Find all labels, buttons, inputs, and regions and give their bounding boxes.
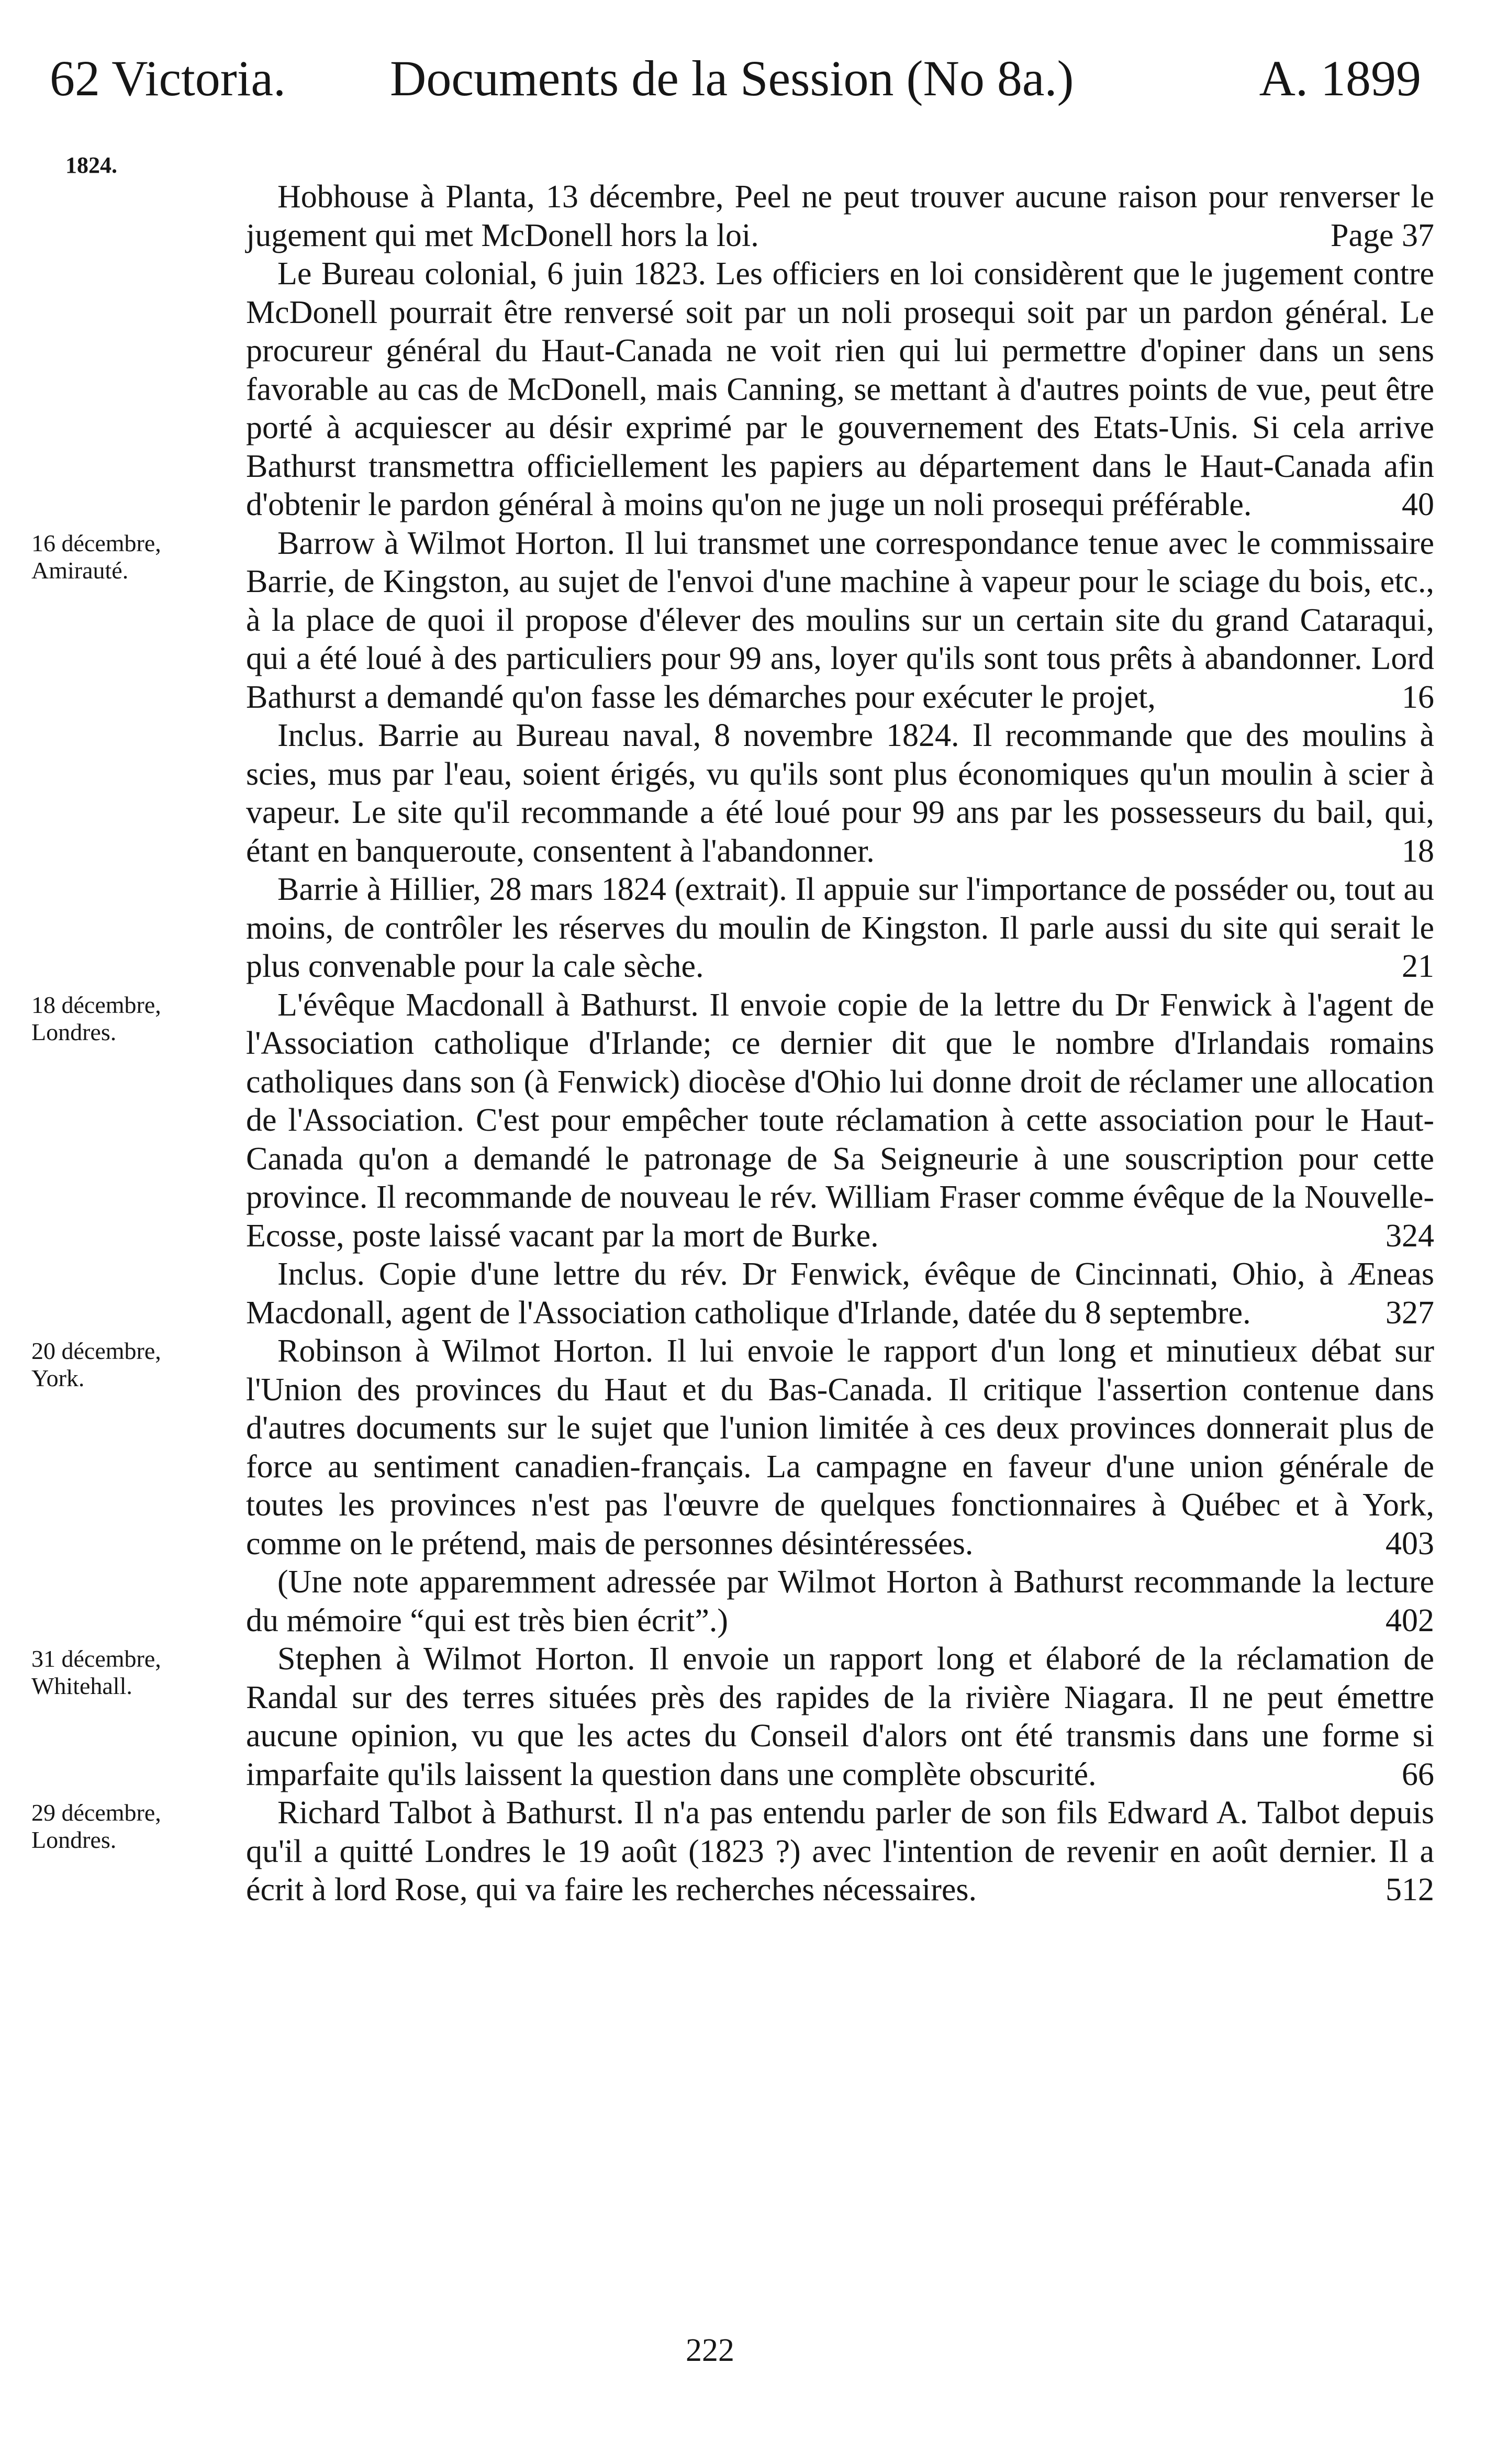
entry-date: 29 décembre, bbox=[31, 1799, 161, 1826]
page-number: 222 bbox=[686, 2333, 734, 2368]
header-year: A. 1899 bbox=[1259, 50, 1421, 106]
paragraph-text: Richard Talbot à Bathurst. Il n'a pas entendu parler de son fils Edward A. Talbot depuis qu'il a quitté Londres le 19 août (1823 ?) avec l'intention de revenir en août dernier. Il a écrit à lord Rose, qui va faire les recherches nécessaires. bbox=[246, 1795, 1434, 1908]
entry-margin-date bbox=[31, 991, 230, 1046]
page-reference: Page 37 bbox=[1330, 217, 1434, 253]
entry-margin-date bbox=[31, 1645, 230, 1700]
paragraph-text: Robinson à Wilmot Horton. Il lui envoie le rapport d'un long et minutieux débat sur l'Union des provinces du Haut et du Bas-Canada. Il critique l'assertion contenue dans d'autres documents sur le sujet que l'union limitée à ces deux provinces donnerait plus de force au sentiment canadien-français. La campagne en faveur d'une union générale de toutes les provinces n'est pas l'œuvre de quelques fonctionnaires à Québec et à York, comme on le prétend, mais de personnes désintéressées. bbox=[246, 1333, 1434, 1562]
paragraph-text: (Une note apparemment adressée par Wilmot Horton à Bathurst recommande la lecture du mémoire “qui est très bien écrit”.) bbox=[246, 1564, 1434, 1638]
calendar-entry bbox=[31, 1640, 1434, 1794]
entry-paragraph bbox=[246, 1794, 1434, 1910]
calendar-entry bbox=[31, 1794, 1434, 1910]
entry-date: 31 décembre, bbox=[31, 1645, 161, 1672]
entry-text bbox=[246, 525, 1434, 986]
entry-text bbox=[246, 178, 1434, 525]
paragraph-text: Le Bureau colonial, 6 juin 1823. Les officiers en loi considèrent que le jugement contre McDonell pourrait être renversé soit par un noli prosequi soit par un pardon général. Le procureur général du Haut-Canada ne voit rien qui lui permettre d'opiner dans un sens favorable au cas de McDonell, mais Canning, se mettant à d'autres points de vue, peut être porté à acquiescer au désir exprimé par le gouvernement des Etats-Unis. Si cela arrive Bathurst transmettra officiellement les papiers au département dans le Haut-Canada afin d'obtenir le pardon général à moins qu'on ne juge un noli prosequi préférable. bbox=[246, 256, 1434, 522]
page-reference: 21 bbox=[1402, 949, 1434, 984]
calendar-entry bbox=[31, 986, 1434, 1333]
entry-place: York. bbox=[31, 1365, 85, 1391]
entry-paragraph bbox=[246, 255, 1434, 525]
entry-paragraph bbox=[246, 1255, 1434, 1332]
entry-place: Amirauté. bbox=[31, 556, 129, 584]
page-reference: 402 bbox=[1386, 1602, 1434, 1638]
page-reference: 324 bbox=[1386, 1218, 1434, 1254]
entry-date: 20 décembre, bbox=[31, 1337, 161, 1364]
calendar-entry bbox=[31, 525, 1434, 986]
paragraph-text: Inclus. Copie d'une lettre du rév. Dr Fenwick, évêque de Cincinnati, Ohio, à Æneas Macdonall, agent de l'Association catholique d'Irlande, datée du 8 septembre. bbox=[246, 1256, 1434, 1331]
entry-place: Londres. bbox=[31, 1826, 117, 1853]
running-header bbox=[50, 42, 1421, 115]
paragraph-text: Barrie à Hillier, 28 mars 1824 (extrait). Il appuie sur l'importance de posséder ou, tout au moins, de contrôler les réserves du moulin de Kingston. Il parle aussi du site qui serait le plus convenable pour la cale sèche. bbox=[246, 872, 1434, 984]
page-reference: 16 bbox=[1402, 679, 1434, 715]
paragraph-text: Inclus. Barrie au Bureau naval, 8 novembre 1824. Il recommande que des moulins à scies, mus par l'eau, soient érigés, vu qu'ils sont plus économiques qu'un moulin à scier à vapeur. Le site qu'il recommande a été loué pour 99 ans par les possesseurs du bail, qui, étant en banqueroute, consentent à l'abandonner. bbox=[246, 718, 1434, 869]
entry-text bbox=[246, 1332, 1434, 1640]
entry-text bbox=[246, 1640, 1434, 1794]
entry-date: 16 décembre, bbox=[31, 529, 161, 556]
page-reference: 40 bbox=[1402, 487, 1434, 522]
entry-text bbox=[246, 986, 1434, 1333]
entry-paragraph bbox=[246, 986, 1434, 1256]
header-regnal-year: 62 Victoria. bbox=[50, 50, 286, 106]
page-reference: 512 bbox=[1386, 1872, 1434, 1908]
calendar-body bbox=[31, 141, 1434, 1910]
calendar-entry bbox=[31, 141, 1434, 525]
entry-margin-date bbox=[31, 1337, 230, 1392]
entry-place: Londres. bbox=[31, 1018, 117, 1045]
entry-paragraph bbox=[246, 717, 1434, 871]
entry-paragraph bbox=[246, 1563, 1434, 1640]
paragraph-text: Hobhouse à Planta, 13 décembre, Peel ne peut trouver aucune raison pour renverser le jugement qui met McDonell hors la loi. bbox=[246, 179, 1434, 253]
paragraph-text: Barrow à Wilmot Horton. Il lui transmet une correspondance tenue avec le commissaire Barrie, de Kingston, au sujet de l'envoi d'une machine à vapeur pour le sciage du bois, etc., à la place de quoi il propose d'élever des moulins sur un certain site du grand Cataraqui, qui a été loué à des particuliers pour 99 ans, loyer qu'ils sont tous prêts à abandonner. Lord Bathurst a demandé qu'on fasse les démarches pour exécuter le projet, bbox=[246, 525, 1434, 715]
header-title: Documents de la Session (No 8a.) bbox=[390, 50, 1074, 106]
calendar-entry bbox=[31, 1332, 1434, 1640]
entries-list bbox=[31, 141, 1434, 1910]
margin-year: 1824. bbox=[65, 152, 117, 178]
page-reference: 327 bbox=[1386, 1295, 1434, 1331]
entry-paragraph bbox=[246, 1640, 1434, 1794]
entry-date: 18 décembre, bbox=[31, 991, 161, 1018]
entry-paragraph bbox=[246, 871, 1434, 986]
entry-text bbox=[246, 1794, 1434, 1910]
entry-paragraph bbox=[246, 178, 1434, 255]
paragraph-text: Stephen à Wilmot Horton. Il envoie un rapport long et élaboré de la réclamation de Randal sur des terres situées près des rapides de la rivière Niagara. Il ne peut émettre aucune opinion, vu que les actes du Conseil d'alors ont été transmis dans une forme si imparfaite qu'ils laissent la question dans une complète obscurité. bbox=[246, 1641, 1434, 1792]
entry-paragraph bbox=[246, 525, 1434, 717]
entry-place: Whitehall. bbox=[31, 1673, 132, 1699]
paragraph-text: L'évêque Macdonall à Bathurst. Il envoie copie de la lettre du Dr Fenwick à l'agent de l'Association catholique d'Irlande; ce dernier dit que le nombre d'Irlandais romains catholiques dans son (à Fenwick) diocèse d'Ohio lui donne droit de réclamer une allocation de l'Association. C'est pour empêcher toute réclamation à cette association pour le Haut-Canada qu'on a demandé le patronage de Sa Seigneurie à une souscription pour cette province. Il recommande de nouveau le rév. William Fraser comme évêque de la Nouvelle-Ecosse, poste laissé vacant par la mort de Burke. bbox=[246, 987, 1434, 1254]
entry-paragraph bbox=[246, 1332, 1434, 1563]
entry-margin-date bbox=[31, 1799, 230, 1854]
page-reference: 18 bbox=[1402, 833, 1434, 869]
page-reference: 66 bbox=[1402, 1756, 1434, 1792]
entry-margin-date bbox=[31, 530, 230, 584]
page-reference: 403 bbox=[1386, 1525, 1434, 1562]
